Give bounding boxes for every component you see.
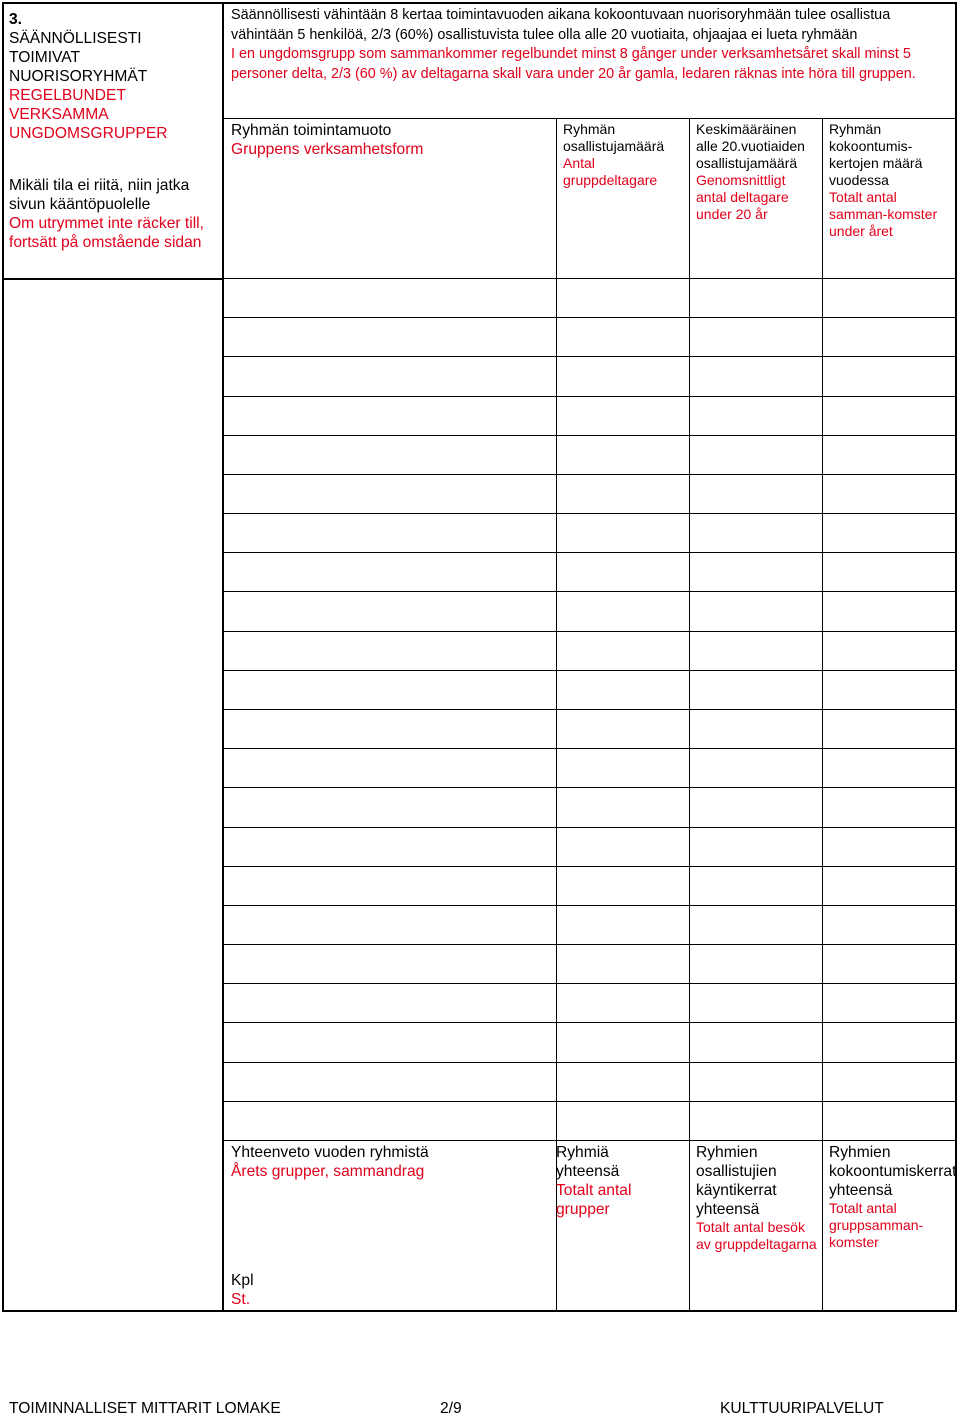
table-cell[interactable]	[690, 749, 822, 787]
summary-total-groups-sv: Totalt antal grupper	[556, 1182, 632, 1218]
table-cell[interactable]	[823, 1102, 955, 1140]
section-title-sv: REGELBUNDET VERKSAMMA UNGDOMSGRUPPER	[9, 87, 168, 142]
table-cell[interactable]	[226, 592, 556, 631]
table-cell[interactable]	[557, 1063, 689, 1101]
table-cell[interactable]	[557, 553, 689, 591]
table-cell[interactable]	[823, 475, 955, 513]
summary-unit-fi: Kpl	[231, 1272, 254, 1289]
table-cell[interactable]	[690, 1063, 822, 1101]
summary-total-visits	[696, 1143, 818, 1253]
column-header-participants-fi: Ryhmän osallistujamäärä	[563, 121, 665, 154]
table-cell[interactable]	[690, 828, 822, 866]
table-cell[interactable]	[557, 1023, 689, 1062]
table-cell[interactable]	[557, 436, 689, 474]
table-cell[interactable]	[226, 475, 556, 513]
table-cell[interactable]	[690, 357, 822, 396]
table-cell[interactable]	[557, 788, 689, 827]
table-cell[interactable]	[226, 397, 556, 435]
table-cell[interactable]	[226, 867, 556, 905]
table-cell[interactable]	[226, 553, 556, 591]
table-cell[interactable]	[226, 1102, 556, 1140]
table-cell[interactable]	[823, 984, 955, 1022]
table-cell[interactable]	[690, 1102, 822, 1140]
table-cell[interactable]	[823, 436, 955, 474]
column-header-under20-sv: Genomsnittligt antal deltagare under 20 år	[696, 172, 789, 222]
table-cell[interactable]	[823, 397, 955, 435]
summary-total-meetings	[829, 1143, 957, 1251]
column-header-activity	[231, 121, 551, 159]
summary-total-groups	[556, 1143, 681, 1219]
table-cell[interactable]	[557, 984, 689, 1022]
table-cell[interactable]	[557, 318, 689, 356]
table-cell[interactable]	[690, 1023, 822, 1062]
table-cell[interactable]	[226, 514, 556, 552]
table-cell[interactable]	[226, 1023, 556, 1062]
column-header-participants-sv: Antal gruppdeltagare	[563, 155, 658, 188]
table-cell[interactable]	[823, 514, 955, 552]
section-title-fi: SÄÄNNÖLLISESTI TOIMIVAT NUORISORYHMÄT	[9, 30, 148, 85]
table-cell[interactable]	[557, 749, 689, 787]
table-cell[interactable]	[557, 475, 689, 513]
table-cell[interactable]	[823, 592, 955, 631]
summary-total-visits-sv: Totalt antal besök av gruppdeltagarna	[696, 1219, 817, 1252]
table-cell[interactable]	[226, 945, 556, 983]
table-cell[interactable]	[226, 828, 556, 866]
table-cell[interactable]	[557, 710, 689, 748]
column-header-meetings-sv: Totalt antal samman-komster under året	[829, 189, 938, 239]
header-divider	[224, 118, 957, 119]
table-cell[interactable]	[557, 1102, 689, 1140]
table-cell[interactable]	[557, 671, 689, 709]
section-note-sv: Om utrymmet inte räcker till, fortsätt på omstående sidan	[9, 215, 204, 251]
footer-department: KULTTUURIPALVELUT	[720, 1400, 884, 1417]
table-cell[interactable]	[690, 553, 822, 591]
intro-text	[231, 6, 953, 84]
table-cell[interactable]	[690, 514, 822, 552]
table-cell[interactable]	[690, 592, 822, 631]
summary-total-visits-fi: Ryhmien osallistujien käyntikerrat yhteensä	[696, 1144, 777, 1218]
table-cell[interactable]	[823, 632, 955, 670]
column-header-activity-fi: Ryhmän toimintamuoto	[231, 122, 392, 139]
table-cell[interactable]	[557, 592, 689, 631]
table-cell[interactable]	[226, 436, 556, 474]
table-row-line	[224, 1140, 957, 1141]
table-cell[interactable]	[690, 475, 822, 513]
table-cell[interactable]	[823, 828, 955, 866]
table-cell[interactable]	[690, 710, 822, 748]
column-header-under20-fi: Keskimääräinen alle 20.vuotiaiden osallistujamäärä	[696, 121, 805, 171]
column-header-meetings-fi: Ryhmän kokoontumis-kertojen määrä vuodessa	[829, 121, 923, 188]
table-cell[interactable]	[226, 279, 556, 317]
table-cell[interactable]	[557, 828, 689, 866]
table-cell[interactable]	[226, 788, 556, 827]
table-cell[interactable]	[823, 867, 955, 905]
table-cell[interactable]	[557, 632, 689, 670]
table-cell[interactable]	[557, 867, 689, 905]
table-cell[interactable]	[557, 906, 689, 944]
table-cell[interactable]	[690, 945, 822, 983]
table-cell[interactable]	[557, 397, 689, 435]
table-cell[interactable]	[226, 906, 556, 944]
summary-label-sv: Årets grupper, sammandrag	[231, 1163, 425, 1180]
table-cell[interactable]	[823, 945, 955, 983]
table-cell[interactable]	[690, 906, 822, 944]
table-cell[interactable]	[226, 984, 556, 1022]
table-cell[interactable]	[226, 710, 556, 748]
table-cell[interactable]	[226, 671, 556, 709]
table-cell[interactable]	[557, 945, 689, 983]
intro-sv: I en ungdomsgrupp som sammankommer regelbundet minst 8 gånger under verksamhetsåret skall minst 5 personer delta, 2/3 (60 %) av deltagarna skall vara under 20 år gamla, ledaren räknas inte höra till gruppen.	[231, 46, 916, 82]
table-cell[interactable]	[690, 788, 822, 827]
table-cell[interactable]	[690, 984, 822, 1022]
summary-unit-sv: St.	[231, 1291, 251, 1308]
table-cell[interactable]	[690, 279, 822, 317]
intro-fi: Säännöllisesti vähintään 8 kertaa toimintavuoden aikana kokoontuvaan nuorisoryhmään tulee osallistua vähintään 5 henkilöä, 2/3 (60%) osallistuvista tulee olla alle 20 vuotiaita, ohjaajaa ei lueta ryhmään	[231, 7, 891, 43]
column-header-meetings	[829, 121, 951, 240]
table-cell[interactable]	[690, 671, 822, 709]
column-header-under20	[696, 121, 818, 223]
table-cell[interactable]	[823, 357, 955, 396]
table-cell[interactable]	[823, 710, 955, 748]
table-cell[interactable]	[690, 436, 822, 474]
table-cell[interactable]	[823, 671, 955, 709]
table-cell[interactable]	[226, 632, 556, 670]
table-cell[interactable]	[226, 318, 556, 356]
table-cell[interactable]	[823, 1063, 955, 1101]
table-cell[interactable]	[823, 906, 955, 944]
table-cell[interactable]	[823, 1023, 955, 1062]
summary-label-fi: Yhteenveto vuoden ryhmistä	[231, 1144, 429, 1161]
table-cell[interactable]	[823, 318, 955, 356]
table-cell[interactable]	[226, 749, 556, 787]
table-cell[interactable]	[557, 357, 689, 396]
table-cell[interactable]	[690, 397, 822, 435]
summary-label	[231, 1143, 551, 1181]
table-cell[interactable]	[823, 788, 955, 827]
table-cell[interactable]	[690, 867, 822, 905]
summary-total-groups-fi: Ryhmiä yhteensä	[556, 1144, 620, 1180]
table-cell[interactable]	[823, 749, 955, 787]
table-cell[interactable]	[557, 279, 689, 317]
summary-unit	[231, 1271, 254, 1309]
table-cell[interactable]	[226, 357, 556, 396]
section-header	[2, 2, 224, 280]
summary-total-meetings-fi: Ryhmien kokoontumiskerrat yhteensä	[829, 1144, 957, 1199]
column-header-activity-sv: Gruppens verksamhetsform	[231, 141, 424, 158]
footer-form-name: TOIMINNALLISET MITTARIT LOMAKE	[9, 1400, 281, 1417]
table-cell[interactable]	[823, 279, 955, 317]
table-cell[interactable]	[226, 1063, 556, 1101]
table-cell[interactable]	[690, 318, 822, 356]
footer-page-number: 2/9	[440, 1400, 462, 1417]
summary-total-meetings-sv: Totalt antal gruppsamman-komster	[829, 1200, 924, 1250]
table-cell[interactable]	[690, 632, 822, 670]
section-note-fi: Mikäli tila ei riitä, niin jatka sivun kääntöpuolelle	[9, 177, 190, 213]
column-header-participants	[563, 121, 683, 189]
section-number: 3.	[9, 11, 23, 28]
table-cell[interactable]	[557, 514, 689, 552]
table-cell[interactable]	[823, 553, 955, 591]
